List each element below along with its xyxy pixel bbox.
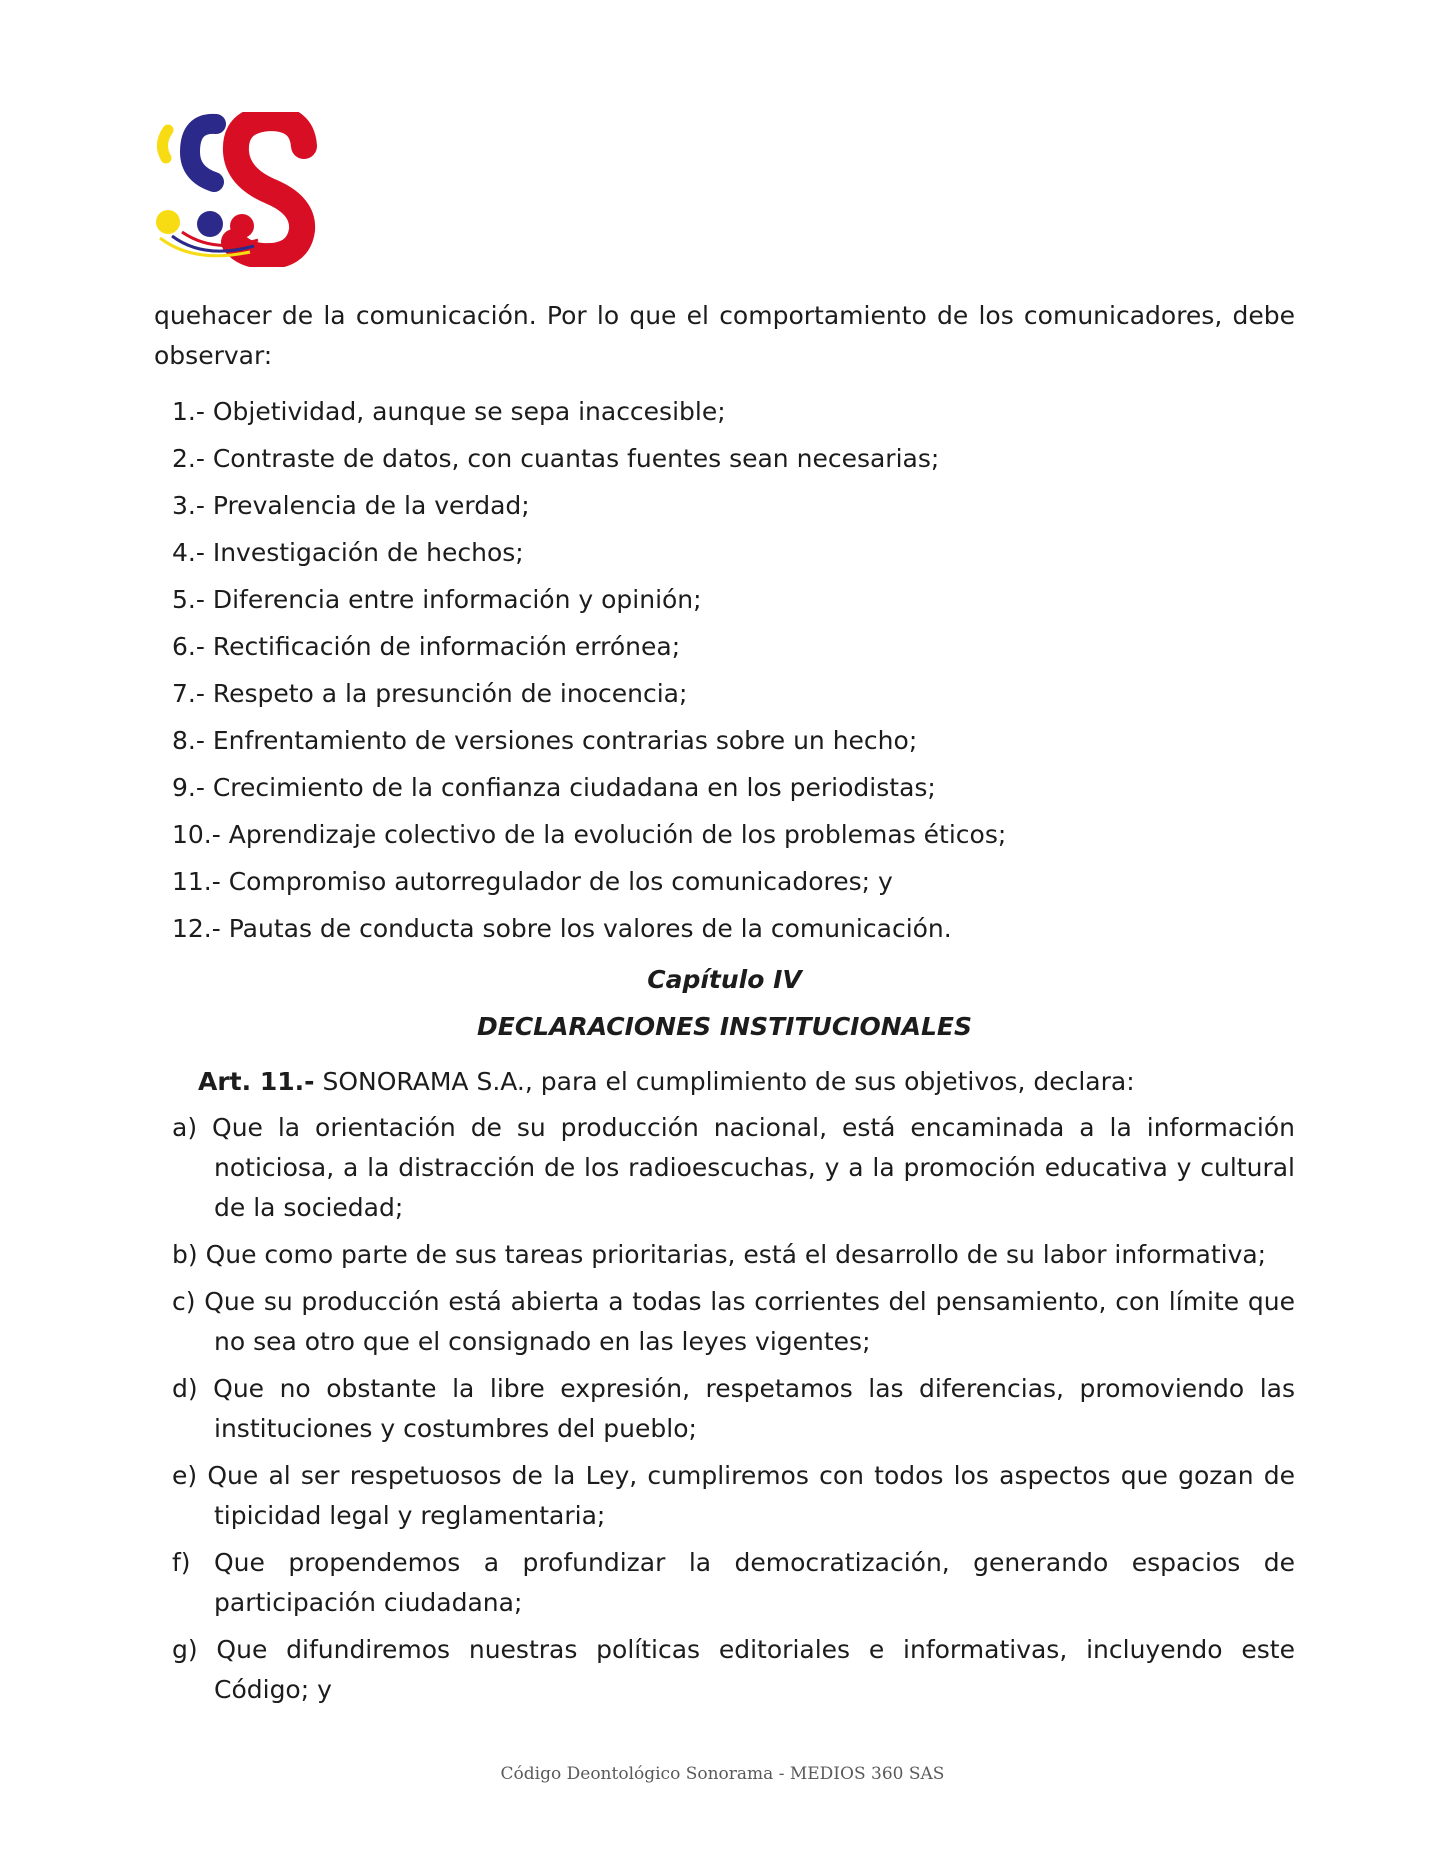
article-11 [154, 1062, 1295, 1102]
list-item: 6.- Rectificación de información errónea; [172, 632, 681, 661]
list-item: 9.- Crecimiento de la confianza ciudadana en los periodistas; [172, 773, 936, 802]
chapter-title: DECLARACIONES INSTITUCIONALES [476, 1012, 973, 1041]
list-item: d) Que no obstante la libre expresión, respetamos las diferencias, promoviendo las instituciones y costumbres del pueblo; [172, 1374, 1295, 1443]
list-item: b) Que como parte de sus tareas prioritarias, está el desarrollo de su labor informativa; [172, 1240, 1267, 1269]
list-item: a) Que la orientación de su producción nacional, está encaminada a la información noticiosa, a la distracción de los radioescuchas, y a la promoción educativa y cultural de la sociedad; [172, 1113, 1295, 1222]
list-item: e) Que al ser respetuosos de la Ley, cumpliremos con todos los aspectos que gozan de tipicidad legal y reglamentaria; [172, 1461, 1295, 1530]
list-item: 4.- Investigación de hechos; [172, 538, 524, 567]
list-item: 1.- Objetividad, aunque se sepa inaccesible; [172, 397, 726, 426]
intro-paragraph: quehacer de la comunicación. Por lo que el comportamiento de los comunicadores, debe observar: [154, 301, 1295, 370]
article-label: Art. 11.- [198, 1067, 315, 1096]
list-item: g) Que difundiremos nuestras políticas editoriales e informativas, incluyendo este Código; y [172, 1635, 1295, 1704]
document-body [154, 296, 1295, 1717]
list-item: 2.- Contraste de datos, con cuantas fuentes sean necesarias; [172, 444, 940, 473]
page-footer: Código Deontológico Sonorama - MEDIOS 360 SAS [500, 1764, 945, 1784]
list-item: f) Que propendemos a profundizar la democratización, generando espacios de participación ciudadana; [172, 1548, 1295, 1617]
chapter-number: Capítulo IV [647, 965, 802, 994]
list-item: 3.- Prevalencia de la verdad; [172, 491, 530, 520]
principles-list [154, 388, 1295, 952]
sonorama-logo [154, 112, 334, 267]
list-item: 7.- Respeto a la presunción de inocencia; [172, 679, 688, 708]
list-item: 11.- Compromiso autorregulador de los comunicadores; y [172, 867, 893, 896]
declarations-list [154, 1108, 1295, 1710]
list-item: 8.- Enfrentamiento de versiones contrarias sobre un hecho; [172, 726, 918, 755]
list-item: 12.- Pautas de conducta sobre los valores de la comunicación. [172, 914, 952, 943]
article-text: SONORAMA S.A., para el cumplimiento de sus objetivos, declara: [314, 1067, 1135, 1096]
list-item: 5.- Diferencia entre información y opinión; [172, 585, 702, 614]
list-item: c) Que su producción está abierta a todas las corrientes del pensamiento, con límite que no sea otro que el consignado en las leyes vigentes; [172, 1287, 1295, 1356]
logo-graphic [154, 112, 334, 267]
list-item: 10.- Aprendizaje colectivo de la evolución de los problemas éticos; [172, 820, 1007, 849]
